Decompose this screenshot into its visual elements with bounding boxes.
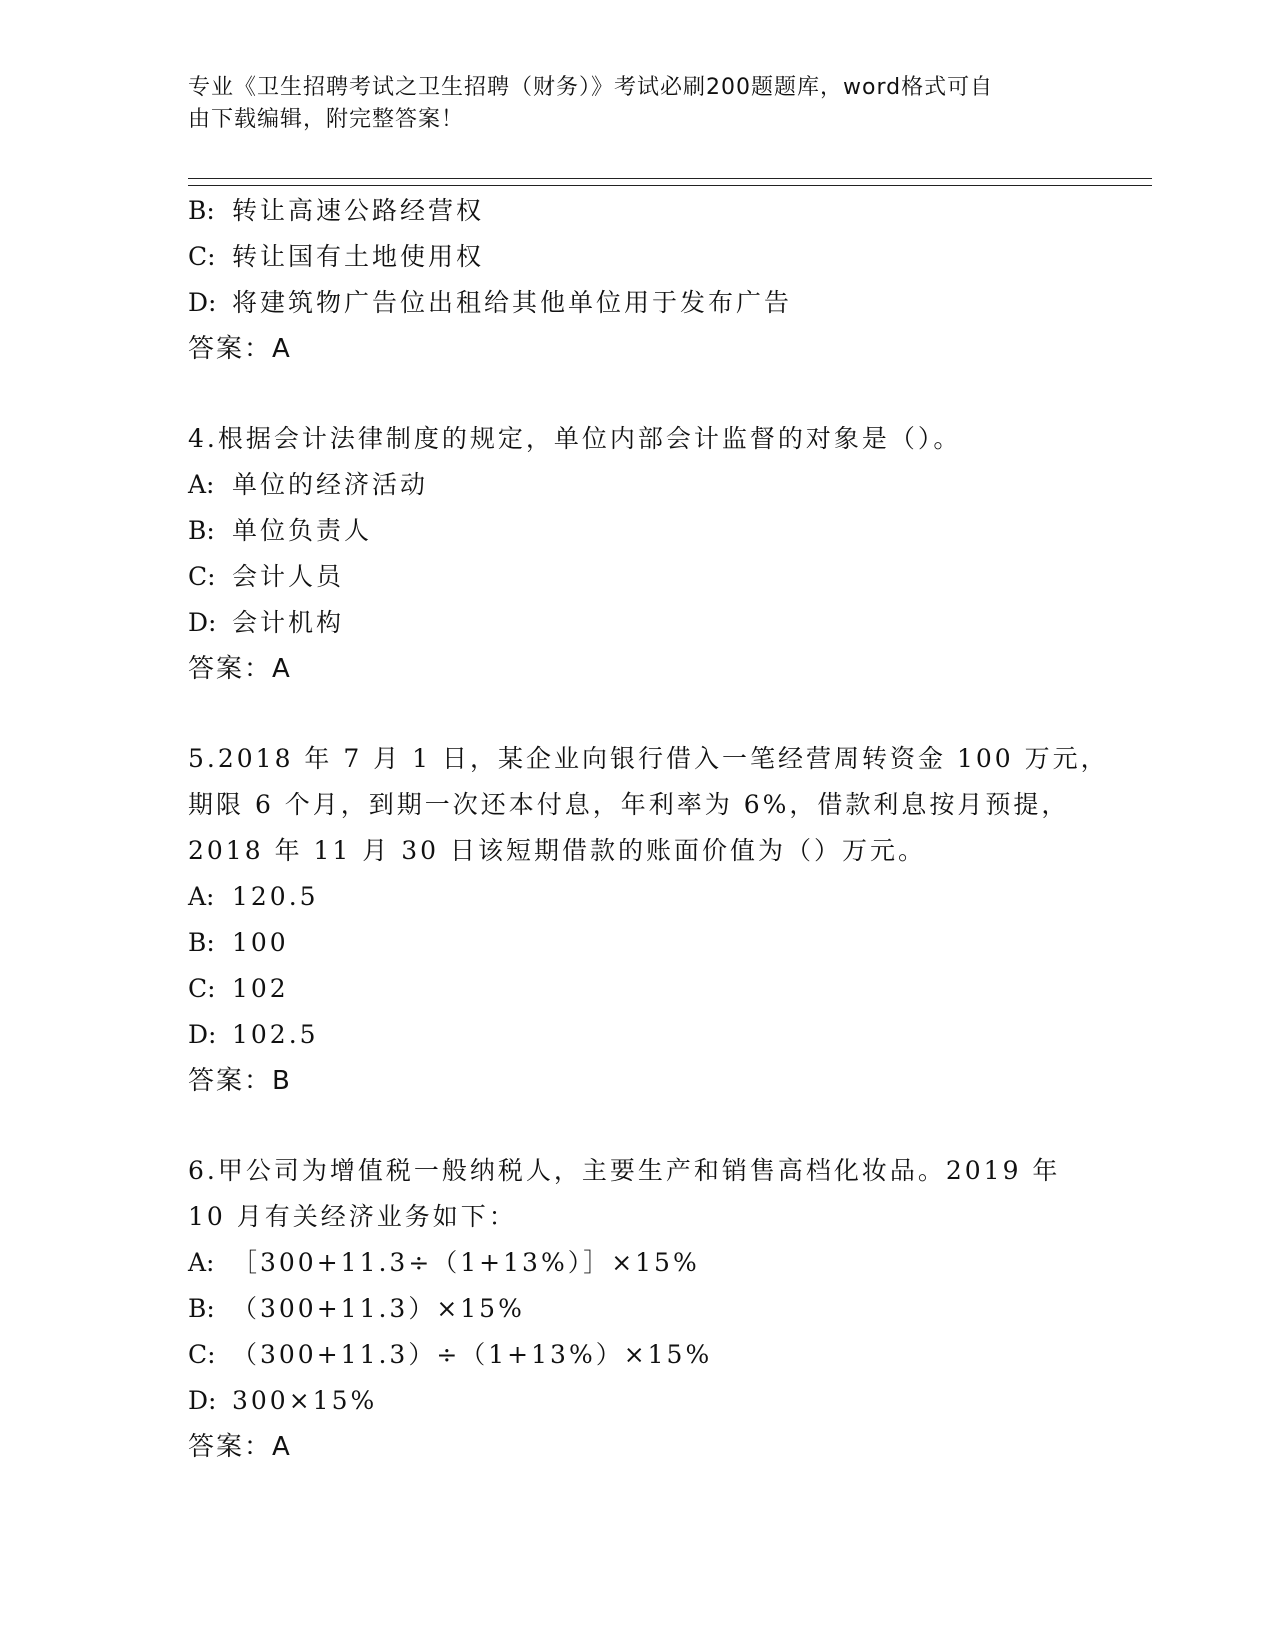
option-c: C: 转让国有土地使用权 [188, 242, 485, 271]
option-b: B: （300+11.3）×15% [188, 1294, 525, 1323]
option-c: C: （300+11.3）÷（1+13%）×15% [188, 1340, 713, 1369]
question-4 [188, 416, 1152, 692]
option-a: A: 120.5 [188, 882, 319, 911]
option-b: B: 转让高速公路经营权 [188, 196, 485, 225]
answer: 答案：A [188, 1432, 292, 1462]
option-c: C: 102 [188, 974, 289, 1003]
option-a: A: 单位的经济活动 [188, 470, 429, 499]
option-a: A: ［300+11.3÷（1+13%）］×15% [188, 1248, 700, 1277]
question-3 [188, 188, 1152, 372]
document-body [188, 188, 1152, 1470]
answer: 答案：B [188, 1066, 292, 1096]
question-stem-line: 2018 年 11 月 30 日该短期借款的账面价值为（）万元。 [188, 836, 926, 865]
option-d: D: 会计机构 [188, 608, 345, 637]
option-b: B: 100 [188, 928, 289, 957]
question-stem: 4.根据会计法律制度的规定，单位内部会计监督的对象是（）。 [188, 424, 962, 453]
question-stem-line: 6.甲公司为增值税一般纳税人，主要生产和销售高档化妆品。2019 年 [188, 1156, 1061, 1185]
header-double-rule [188, 178, 1152, 186]
answer: 答案：A [188, 654, 292, 684]
question-6 [188, 1148, 1152, 1470]
question-stem-line: 10 月有关经济业务如下： [188, 1202, 517, 1231]
question-stem-line: 期限 6 个月，到期一次还本付息，年利率为 6%，借款利息按月预提， [188, 790, 1070, 819]
option-d: D: 102.5 [188, 1020, 319, 1049]
header-line-2: 由下载编辑，附完整答案！ [188, 107, 465, 132]
question-stem-line: 5.2018 年 7 月 1 日，某企业向银行借入一笔经营周转资金 100 万元， [188, 744, 1109, 773]
option-b: B: 单位负责人 [188, 516, 373, 545]
option-d: D: 300×15% [188, 1386, 378, 1415]
option-c: C: 会计人员 [188, 562, 345, 591]
page-header [188, 72, 1088, 136]
answer: 答案：A [188, 334, 292, 364]
question-5 [188, 736, 1152, 1104]
option-d: D: 将建筑物广告位出租给其他单位用于发布广告 [188, 288, 793, 317]
header-line-1: 专业《卫生招聘考试之卫生招聘（财务）》考试必刷200题题库，word格式可自 [188, 75, 994, 100]
